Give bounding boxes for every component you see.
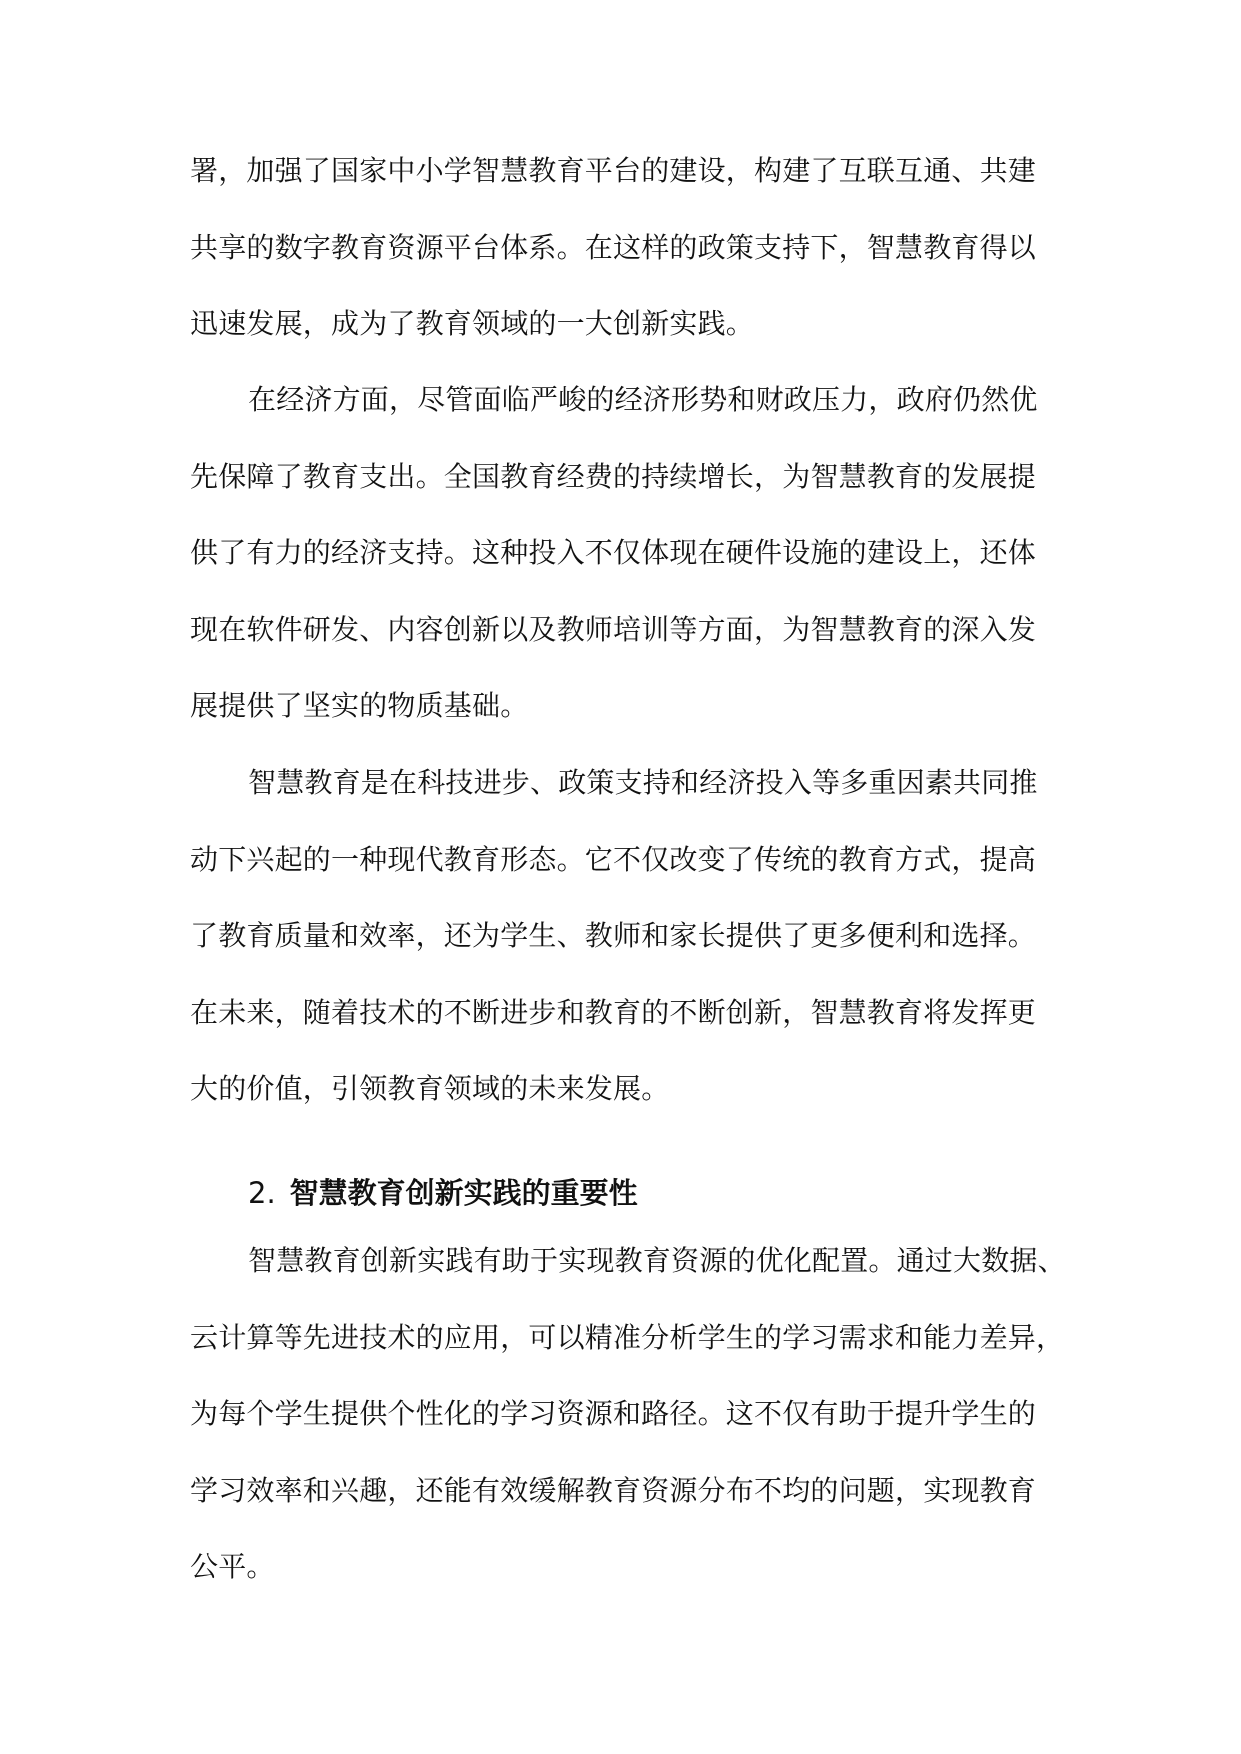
text-line: 先保障了教育支出。全国教育经费的持续增长，为智慧教育的发展提: [190, 459, 1037, 493]
text-line: 现在软件研发、内容创新以及教师培训等方面，为智慧教育的深入发: [190, 612, 1037, 646]
text-line: 为每个学生提供个性化的学习资源和路径。这不仅有助于提升学生的: [190, 1397, 1037, 1430]
paragraph-policy-continuation: [190, 133, 1070, 363]
text-line: 了教育质量和效率，还为学生、教师和家长提供了更多便利和选择。: [190, 919, 1037, 952]
paragraph-summary: [190, 745, 1070, 1128]
section-heading: [248, 1163, 638, 1223]
paragraph-economy: [190, 362, 1070, 745]
text-line: 供了有力的经济支持。这种投入不仅体现在硬件设施的建设上，还体: [190, 536, 1037, 569]
text-line: 智慧教育是在科技进步、政策支持和经济投入等多重因素共同推: [248, 766, 1038, 799]
text-line: 动下兴起的一种现代教育形态。它不仅改变了传统的教育方式，提高: [190, 842, 1037, 876]
text-line: 大的价值，引领教育领域的未来发展。: [190, 1072, 670, 1105]
text-line: 学习效率和兴趣，还能有效缓解教育资源分布不均的问题，实现教育: [190, 1473, 1037, 1507]
section-number: 2.: [248, 1176, 276, 1210]
text-line: 智慧教育创新实践有助于实现教育资源的优化配置。通过大数据、: [248, 1244, 1066, 1277]
text-line: 署，加强了国家中小学智慧教育平台的建设，构建了互联互通、共建: [190, 154, 1037, 187]
text-line: 迅速发展，成为了教育领域的一大创新实践。: [190, 307, 755, 340]
text-line: 云计算等先进技术的应用，可以精准分析学生的学习需求和能力差异，: [190, 1320, 1065, 1354]
text-line: 公平。: [190, 1550, 275, 1583]
text-line: 在经济方面，尽管面临严峻的经济形势和财政压力，政府仍然优: [248, 383, 1038, 416]
paragraph-importance: [190, 1223, 1070, 1606]
text-line: 展提供了坚实的物质基础。: [190, 689, 529, 722]
text-line: 在未来，随着技术的不断进步和教育的不断创新，智慧教育将发挥更: [190, 995, 1037, 1029]
text-line: 共享的数字教育资源平台体系。在这样的政策支持下，智慧教育得以: [190, 230, 1037, 264]
section-title: 智慧教育创新实践的重要性: [289, 1176, 638, 1210]
